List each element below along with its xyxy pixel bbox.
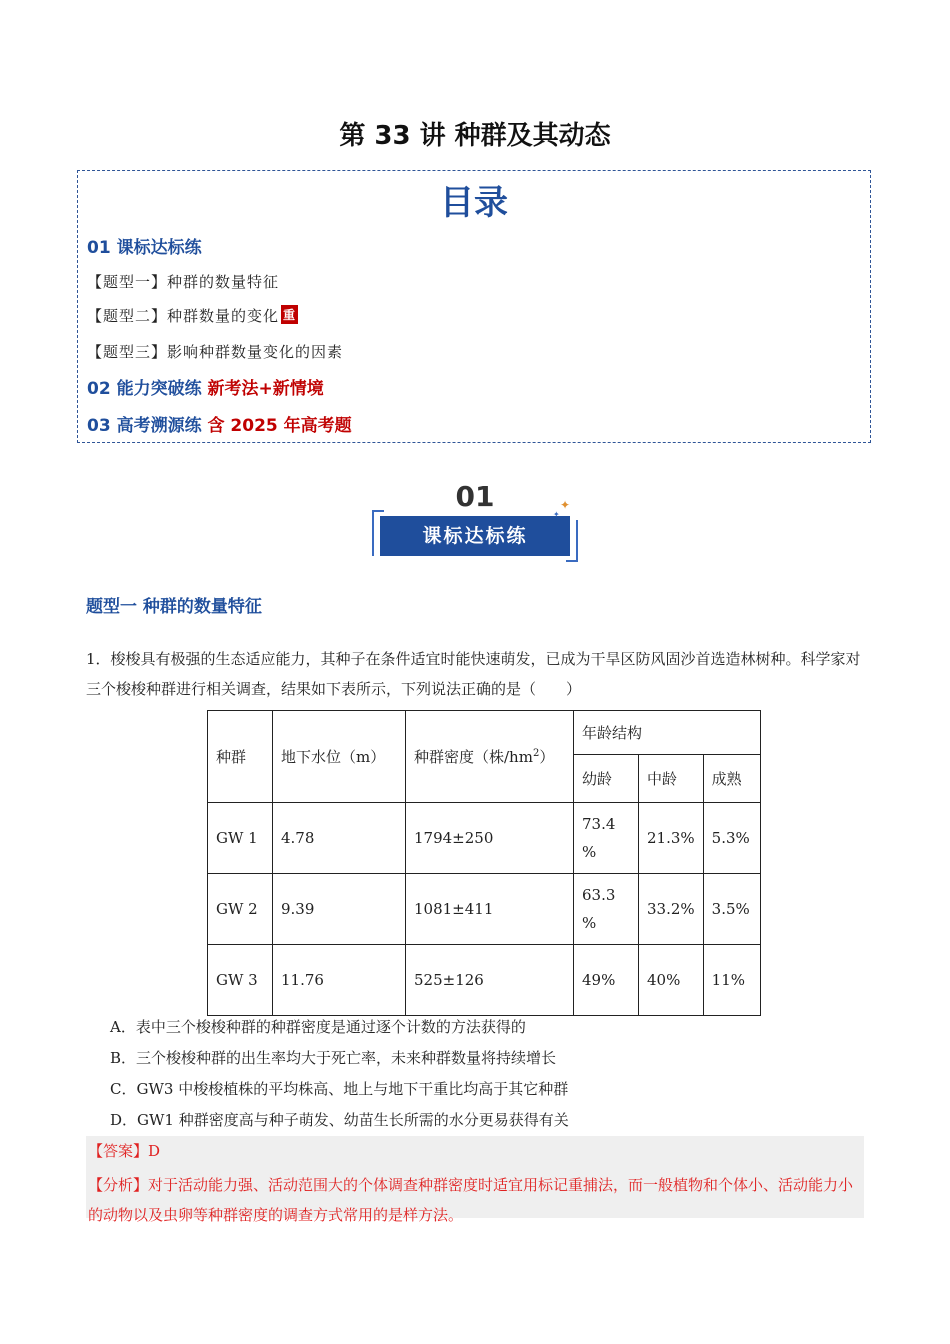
header-mature: 成熟: [703, 755, 760, 803]
header-water-level: 地下水位（m）: [273, 711, 406, 803]
section-banner: [370, 480, 580, 562]
cell-water-level: 9.39: [273, 874, 406, 945]
cell-young: 73.4 %: [574, 803, 639, 874]
question-stem: 1．梭梭具有极强的生态适应能力，其种子在条件适宜时能快速萌发，已成为干旱区防风固沙首选造林树种。科学家对三个梭梭种群进行相关调查，结果如下表所示，下列说法正确的是（ ）: [86, 650, 861, 698]
cell-population: GW 3: [208, 945, 273, 1016]
toc-section-3: [87, 411, 352, 436]
header-density-sup: 2: [532, 748, 540, 759]
cell-young: 49%: [574, 945, 639, 1016]
toc-item-2: [87, 305, 298, 326]
cell-mature: 5.3%: [703, 803, 760, 874]
data-table: [207, 710, 761, 1016]
toc-heading: 目录: [440, 183, 508, 223]
banner-bracket-right: [566, 520, 578, 562]
toc-section-2: [87, 374, 324, 399]
cell-water-level: 11.76: [273, 945, 406, 1016]
table-row: [208, 945, 761, 1016]
header-density-end: ）: [539, 748, 555, 766]
toc-section-2-note: 新考法+新情境: [207, 379, 324, 399]
banner-number: 01: [455, 480, 495, 513]
cell-population: GW 2: [208, 874, 273, 945]
option-a: A．表中三个梭梭种群的种群密度是通过逐个计数的方法获得的: [110, 1018, 526, 1036]
table-row: [208, 874, 761, 945]
cell-middle: 40%: [639, 945, 704, 1016]
cell-population: GW 1: [208, 803, 273, 874]
header-population: 种群: [208, 711, 273, 803]
header-density-text: 种群密度（株/hm: [414, 748, 533, 766]
cell-water-level: 4.78: [273, 803, 406, 874]
sparkle-small-icon: ✦: [553, 510, 560, 519]
toc-section-2-label: 02 能力突破练: [87, 379, 202, 399]
cell-middle: 33.2%: [639, 874, 704, 945]
option-d: D．GW1 种群密度高与种子萌发、幼苗生长所需的水分更易获得有关: [110, 1111, 569, 1129]
table-row: [208, 803, 761, 874]
cell-young: 63.3 %: [574, 874, 639, 945]
table-of-contents: [77, 170, 871, 443]
page-title: 第 33 讲 种群及其动态: [339, 121, 611, 151]
toc-section-1-label: 01 课标达标练: [87, 238, 202, 258]
header-age-structure: 年龄结构: [574, 711, 761, 755]
toc-item-1: 【题型一】种群的数量特征: [87, 273, 280, 291]
banner-label: 课标达标练: [380, 516, 570, 556]
option-b: B．三个梭梭种群的出生率均大于死亡率，未来种群数量将持续增长: [110, 1049, 557, 1067]
table-header-row: [208, 711, 761, 755]
toc-section-1: [87, 233, 202, 258]
answer-box: [86, 1136, 864, 1224]
key-point-badge: 重: [281, 305, 298, 324]
toc-item-3: 【题型三】影响种群数量变化的因素: [87, 343, 344, 361]
cell-density: 1081±411: [406, 874, 574, 945]
answer-analysis: 【分析】对于活动能力强、活动范围大的个体调查种群密度时适宜用标记重捕法，而一般植物和个体小、活动能力小的动物以及虫卵等种群密度的调查方式常用的是样方法。: [88, 1176, 854, 1224]
answer-label: 【答案】D: [88, 1142, 161, 1160]
toc-item-2-label: 【题型二】种群数量的变化: [87, 307, 280, 325]
header-density: [406, 711, 574, 803]
question-type-heading: 题型一 种群的数量特征: [86, 597, 262, 617]
toc-section-3-note: 含 2025 年高考题: [207, 416, 352, 436]
option-c: C．GW3 中梭梭植株的平均株高、地上与地下干重比均高于其它种群: [110, 1080, 569, 1098]
cell-mature: 3.5%: [703, 874, 760, 945]
toc-section-3-label: 03 高考溯源练: [87, 416, 202, 436]
header-young: 幼龄: [574, 755, 639, 803]
cell-density: 1794±250: [406, 803, 574, 874]
cell-mature: 11%: [703, 945, 760, 1016]
cell-density: 525±126: [406, 945, 574, 1016]
cell-middle: 21.3%: [639, 803, 704, 874]
sparkle-icon: ✦: [560, 498, 571, 512]
header-middle: 中龄: [639, 755, 704, 803]
